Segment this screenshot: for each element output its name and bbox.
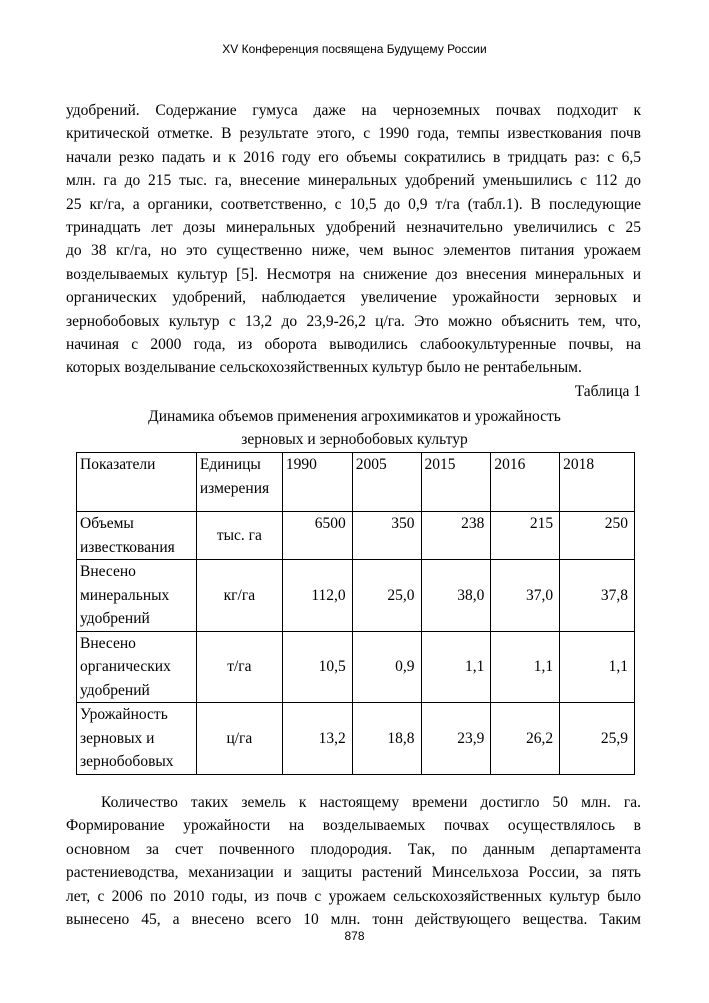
value-cell: 238 bbox=[421, 512, 491, 560]
text-line: основном за счет почвенного плодородия. Так, по данным департамента bbox=[66, 840, 641, 858]
text-line: растениеводства, механизации и защиты растений Минсельхоза России, за пять bbox=[66, 864, 641, 882]
value-cell: 37,0 bbox=[491, 560, 560, 632]
table-row bbox=[77, 512, 635, 560]
table-title-line: зерновых и зернобобовых культур bbox=[241, 431, 468, 448]
table-label: Таблица 1 bbox=[574, 383, 641, 400]
text-line: критической отметке. В результате этого, с 1990 года, темпы известкования почв bbox=[66, 125, 641, 143]
column-header: 1990 bbox=[282, 453, 352, 512]
text-line: начали резко падать и к 2016 году его объемы сократились в тридцать раз: с 6,5 bbox=[66, 148, 641, 166]
text-line: удобрений. Содержание гумуса даже на черноземных почвах подходит к bbox=[66, 102, 641, 119]
value-cell: 38,0 bbox=[421, 560, 491, 632]
value-cell: 1,1 bbox=[421, 631, 491, 703]
text-line: органических удобрений, наблюдается увеличение урожайности зерновых и bbox=[66, 289, 641, 307]
text-line: возделываемых культур [5]. Несмотря на снижение доз внесения минеральных и bbox=[66, 265, 641, 283]
row-label: Внесено минеральных удобрений bbox=[77, 560, 197, 632]
text-line: вынесено 45, а внесено всего 10 млн. тонн действующего вещества. Таким bbox=[66, 910, 641, 928]
text-line: Формирование урожайности на возделываемых почвах осуществлялось в bbox=[66, 817, 641, 835]
paragraph-2 bbox=[66, 791, 641, 931]
value-cell: 10,5 bbox=[282, 631, 352, 703]
value-cell: 26,2 bbox=[491, 703, 560, 775]
table-row bbox=[77, 703, 635, 775]
text-line: Количество таких земель к настоящему времени достигло 50 млн. га. bbox=[101, 794, 641, 811]
value-cell: 250 bbox=[560, 512, 635, 560]
row-label: Внесено органических удобрений bbox=[77, 631, 197, 703]
text-line: начиная с 2000 года, из оборота выводились слабоокультуренные почвы, на bbox=[66, 335, 641, 353]
data-table bbox=[76, 452, 635, 775]
column-header: 2005 bbox=[352, 453, 421, 512]
table-row bbox=[77, 560, 635, 632]
text-line: зернобобовых культур с 13,2 до 23,9-26,2 ц/га. Это можно объяснить тем, что, bbox=[66, 312, 641, 330]
value-cell: 25,9 bbox=[560, 703, 635, 775]
table-title-line: Динамика объемов применения агрохимикатов и урожайность bbox=[148, 408, 561, 425]
value-cell: 215 bbox=[491, 512, 560, 560]
value-cell: 1,1 bbox=[560, 631, 635, 703]
column-header: Единицы измерения bbox=[196, 453, 282, 512]
value-cell: 25,0 bbox=[352, 560, 421, 632]
text-line: млн. га до 215 тыс. га, внесение минеральных удобрений уменьшились с 112 до bbox=[66, 172, 641, 190]
row-label: Объемы известкования bbox=[77, 512, 197, 560]
text-line: до 38 кг/га, но это существенно ниже, чем вынос элементов питания урожаем bbox=[66, 242, 641, 260]
page-number: 878 bbox=[344, 929, 365, 943]
unit-cell: тыс. га bbox=[196, 512, 282, 560]
unit-cell: т/га bbox=[196, 631, 282, 703]
value-cell: 18,8 bbox=[352, 703, 421, 775]
table-title bbox=[0, 405, 709, 451]
value-cell: 1,1 bbox=[491, 631, 560, 703]
value-cell: 37,8 bbox=[560, 560, 635, 632]
value-cell: 350 bbox=[352, 512, 421, 560]
value-cell: 6500 bbox=[282, 512, 352, 560]
table-row bbox=[77, 631, 635, 703]
value-cell: 23,9 bbox=[421, 703, 491, 775]
running-header: XV Конференция посвящена Будущему России bbox=[222, 42, 487, 56]
row-label: Урожайность зерновых и зернобобовых bbox=[77, 703, 197, 775]
column-header: 2015 bbox=[421, 453, 491, 512]
text-line: 25 кг/га, а органики, соответственно, с 10,5 до 0,9 т/га (табл.1). В последующие bbox=[66, 195, 641, 213]
value-cell: 112,0 bbox=[282, 560, 352, 632]
value-cell: 13,2 bbox=[282, 703, 352, 775]
value-cell: 0,9 bbox=[352, 631, 421, 703]
text-line: лет, с 2006 по 2010 годы, из почв с урожаем сельскохозяйственных культур было bbox=[66, 887, 641, 905]
column-header: 2016 bbox=[491, 453, 560, 512]
paragraph-1 bbox=[66, 99, 641, 380]
unit-cell: ц/га bbox=[196, 703, 282, 775]
column-header: Показатели bbox=[77, 453, 197, 512]
text-line: тринадцать лет дозы минеральных удобрений незначительно увеличились с 25 bbox=[66, 218, 641, 236]
unit-cell: кг/га bbox=[196, 560, 282, 632]
text-line: которых возделывание сельскохозяйственных культур было не рентабельным. bbox=[66, 359, 582, 377]
table-header-row bbox=[77, 453, 635, 512]
column-header: 2018 bbox=[560, 453, 635, 512]
